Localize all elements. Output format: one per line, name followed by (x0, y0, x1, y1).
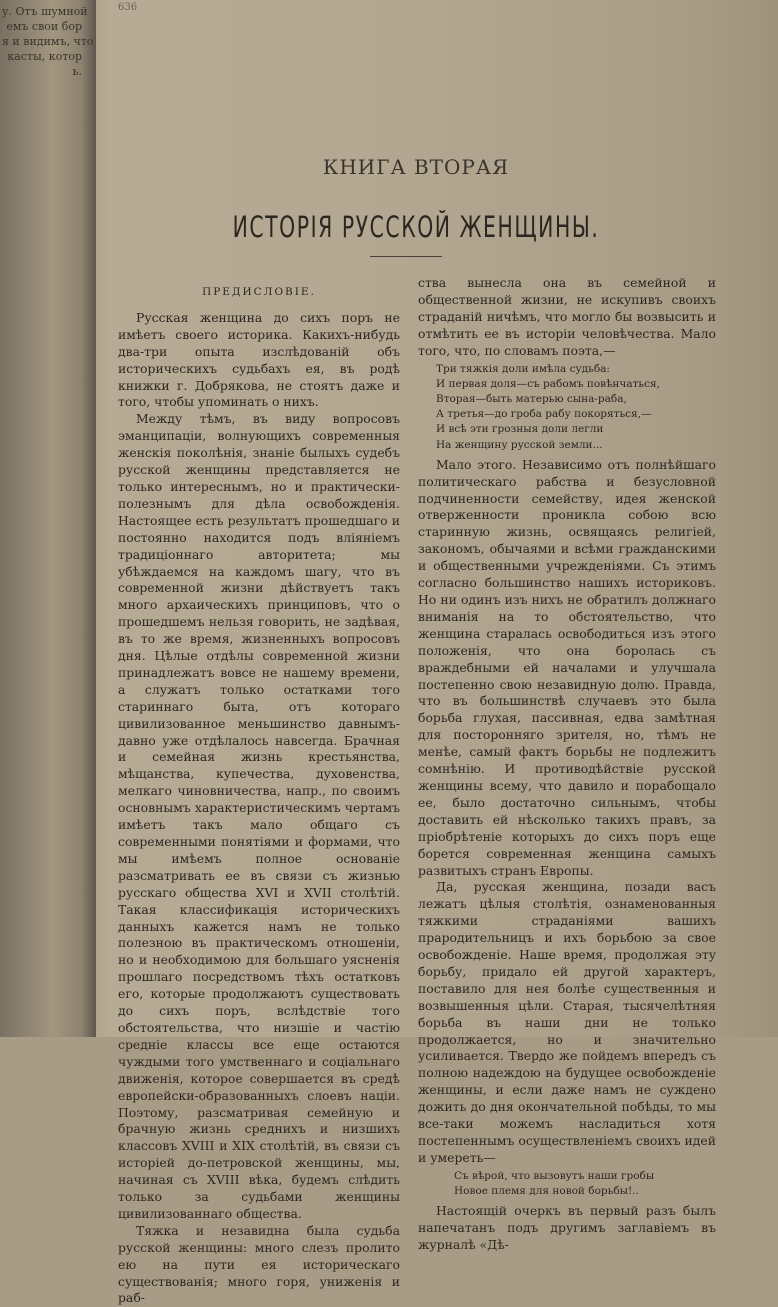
previous-page-line: у. Отъ шумной (2, 5, 88, 18)
previous-page-line: я и видимъ, что (2, 35, 94, 48)
paragraph: Тяжка и незавидна была судьба русской женщины: много слезъ пролито ею на пути ея историческаго существованія; много горя, униженія и раб- (118, 1222, 400, 1306)
verse-line: А третья—до гроба рабу покоряться,— (436, 408, 652, 421)
previous-page-line: касты, котор (7, 50, 82, 63)
right-column (418, 275, 716, 1254)
poem-quote (418, 362, 716, 453)
page-number: 636 (118, 2, 138, 13)
verse-line: На женщину русской земли... (436, 438, 603, 451)
verse-line: Съ вѣрой, что вызовутъ наши гробы (454, 1169, 655, 1182)
book-title: КНИГА ВТОРАЯ (322, 155, 510, 179)
paragraph: Русская женщина до сихъ поръ не имѣетъ своего историка. Какихъ-нибудь два-три опыта изслѣдованій объ историческихъ судьбахъ ея, въ родѣ книжки г. Добрякова, не стоятъ даже и того, чтобы упоминать о нихъ. (118, 309, 400, 410)
previous-page-line: ь. (72, 65, 82, 78)
verse-line: Три тяжкія доли имѣла судьба: (436, 362, 610, 375)
left-column (118, 284, 400, 1307)
poem-quote (418, 1169, 716, 1199)
previous-page-text (2, 4, 94, 79)
title-divider (370, 256, 442, 257)
paragraph: Настоящій очеркъ въ первый разъ былъ напечатанъ подъ другимъ заглавіемъ въ журналѣ «Дѣ- (418, 1203, 716, 1253)
paragraph: Между тѣмъ, въ виду вопросовъ эманципаціи, волнующихъ современныя женскія поколѣнія, знаніе былыхъ судебъ русской женщины представляется не только интереснымъ, но и практически-полезнымъ для дѣла освобожденія. Настоящее есть результатъ прошедшаго и постоянно находится подъ вліяніемъ традиціоннаго авторитета; мы убѣждаемся на каждомъ шагу, что въ современной жизни дѣйствуетъ такъ много архаическихъ принциповъ, что о прошедшемъ нельзя говорить, не задѣвая, въ то же время, жизненныхъ вопросовъ дня. Цѣлые отдѣлы современной жизни принадлежатъ вовсе не нашему времени, а служатъ только остатками того стариннаго быта, отъ котораго цивилизованное меньшинство давнымъ-давно уже отдѣлалось навсегда. Брачная и семейная жизнь крестьянства, мѣщанства, купечества, духовенства, мелкаго чиновничества, напр., по своимъ основнымъ характеристическимъ чертамъ имѣетъ такъ мало общаго съ современными понятіями и формами, что мы имѣемъ полное основаніе разсматривать ее въ связи съ жизнью русскаго общества XVI и XVII столѣтій. Такая классификація историческихъ данныхъ кажется намъ не только полезною въ практическомъ отношеніи, но и необходимою для большаго уясненія прошлаго посредствомъ тѣхъ остатковъ его, которые продолжаютъ существовать до сихъ поръ, вслѣдствіе того обстоятельства, что низшіе и частію средніе классы все еще остаются чуждыми того умственнаго и соціальнаго движенія, которое совершается въ средѣ европейски-образованныхъ слоевъ націи. Поэтому, разсматривая семейную и брачную жизнь среднихъ и низшихъ классовъ XVIII и XIX столѣтій, въ связи съ исторіей до-петровской женщины, мы, начиная съ XVIII вѣка, будемъ слѣдить только за судьбами женщины цивилизованнаго общества. (118, 411, 400, 1221)
paragraph: ства вынесла она въ семейной и общественной жизни, не искупивъ своихъ страданій ничѣмъ, что могло бы возвысить и отмѣтить ее въ исторіи человѣчества. Мало того, что, по словамъ поэта,— (418, 275, 716, 358)
previous-page-line: емъ свои бор (6, 20, 82, 33)
main-title: ИСТОРІЯ РУССКОЙ ЖЕНЩИНЫ. (232, 210, 600, 244)
paragraph: Да, русская женщина, позади васъ лежатъ цѣлыя столѣтія, ознаменованныя тяжкими страданіями вашихъ прародительницъ и ихъ борьбою за свое освобожденіе. Наше время, продолжая эту борьбу, придало ей другой характеръ, поставило для нея болѣе существенныя и возвышенныя цѣли. Старая, тысячелѣтняя борьба въ наши дни не только продолжается, но и значительно усиливается. Твердо же пойдемъ впередъ съ полною надеждою на будущее освобожденіе женщины, и если даже намъ не суждено дожить до дня окончательной побѣды, то мы все-таки можемъ насладиться хотя постепеннымъ осуществленіемъ своихъ идей и умереть— (418, 879, 716, 1165)
verse-line: И первая доля—съ рабомъ повѣнчаться, (436, 377, 660, 390)
verse-line: И всѣ эти грозныя доли легли (436, 423, 604, 436)
paragraph: Мало этого. Независимо отъ полнѣйшаго политическаго рабства и безусловной подчиненности семейству, идея женской отверженности проникла собою всю старинную жизнь, освящаясь религіей, закономъ, обычаями и всѣми гражданскими и общественными учрежденіями. Съ этимъ согласно большинство нашихъ историковъ. Но ни одинъ изъ нихъ не обратилъ должнаго вниманія на то обстоятельство, что женщина старалась освободиться изъ этого положенія, что она боролась съ враждебными ей началами и улучшала постепенно свою незавидную долю. Правда, что въ большинствѣ случаевъ это была борьба глухая, пассивная, едва замѣтная для посторонняго зрителя, но, тѣмъ не менѣе, самый фактъ борьбы не подлежитъ сомнѣнію. И противодѣйствіе русской женщины всему, что давило и порабощало ее, было достаточно сильнымъ, чтобы доставить ей нѣсколько такихъ правъ, за пріобрѣтеніе которыхъ до сихъ поръ еще борется современная женщина самыхъ развитыхъ странъ Европы. (418, 456, 716, 878)
preface-heading: ПРЕДИСЛОВІЕ. (202, 286, 316, 298)
verse-line: Новое племя для новой борьбы!.. (454, 1185, 639, 1198)
previous-page-edge (0, 0, 96, 1037)
verse-line: Вторая—быть матерью сына-раба, (436, 392, 627, 405)
